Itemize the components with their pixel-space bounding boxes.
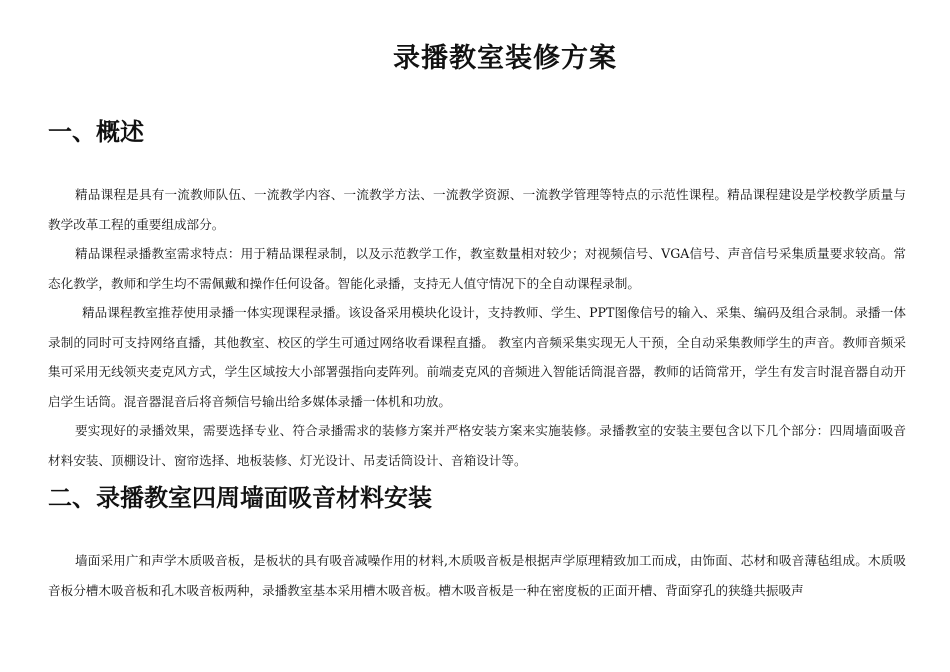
section-heading-overview: 一、概述	[48, 117, 144, 146]
section-body-overview	[48, 180, 906, 475]
paragraph: 精品课程录播教室需求特点：用于精品课程录制，以及示范教学工作，教室数量相对较少；对视频信号、VGA信号、声音信号采集质量要求较高。常态化教学，教师和学生均不需佩戴和操作任何设备。智能化录播，支持无人值守情况下的全自动课程录制。	[48, 246, 906, 291]
section-body-wall-acoustics	[48, 546, 906, 605]
paragraph: 要实现好的录播效果，需要选择专业、符合录播需求的装修方案并严格安装方案来实施装修。录播教室的安装主要包含以下几个部分：四周墙面吸音材料安装、顶棚设计、窗帘选择、地板装修、灯光设计、吊麦话筒设计、音箱设计等。	[48, 423, 906, 468]
paragraph: 精品课程教室推荐使用录播一体实现课程录播。该设备采用模块化设计，支持教师、学生、PPT图像信号的输入、采集、编码及组合录制。录播一体录制的同时可支持网络直播，其他教室、校区的学生可通过网络收看课程直播。 教室内音频采集实现无人干预，全自动采集教师学生的声音。教师音频采集可采用无线领夹麦克风方式，学生区域按大小部署强指向麦阵列。前端麦克风的音频进入智能话筒混音器，教师的话筒常开，学生有发言时混音器自动开启学生话筒。混音器混音后将音频信号输出给多媒体录播一体机和功放。	[48, 305, 906, 409]
paragraph: 精品课程是具有一流教师队伍、一流教学内容、一流教学方法、一流教学资源、一流教学管理等特点的示范性课程。精品课程建设是学校教学质量与教学改革工程的重要组成部分。	[48, 187, 906, 232]
document-title: 录播教室装修方案	[393, 43, 617, 74]
paragraph: 墙面采用广和声学木质吸音板，是板状的具有吸音减噪作用的材料,木质吸音板是根据声学原理精致加工而成，由饰面、芯材和吸音薄毡组成。木质吸音板分槽木吸音板和孔木吸音板两种，录播教室基本采用槽木吸音板。槽木吸音板是一种在密度板的正面开槽、背面穿孔的狭缝共振吸声	[48, 553, 906, 598]
section-heading-wall-acoustics: 二、录播教室四周墙面吸音材料安装	[48, 483, 432, 512]
